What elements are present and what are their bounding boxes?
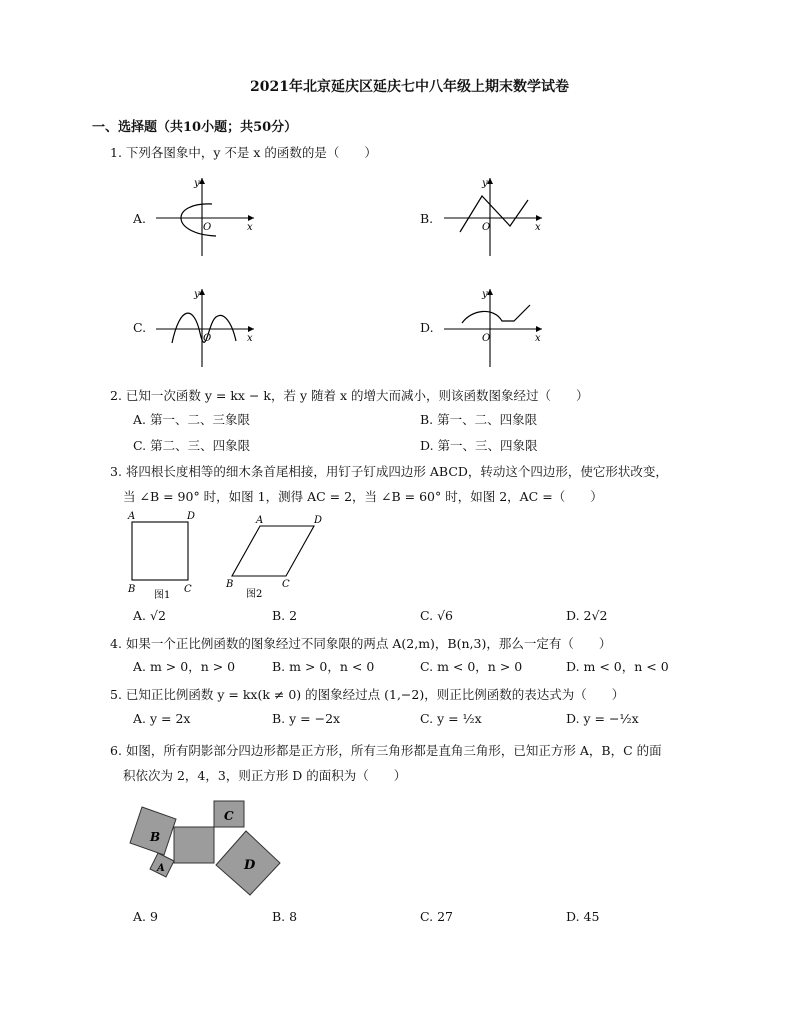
q1d-x-label: x — [535, 333, 541, 344]
q1b-x-label: x — [535, 222, 541, 233]
q4-option-c: C. m < 0，n > 0 — [420, 659, 523, 674]
q2-option-b: B. 第一、二、四象限 — [420, 412, 538, 427]
q3-option-b: B. 2 — [272, 608, 298, 623]
q5-option-b: B. y = −2x — [272, 711, 341, 726]
q6-option-b: B. 8 — [272, 909, 298, 924]
q3-figures — [120, 506, 330, 602]
q5-stem: 5. 已知正比例函数 y = kx(k ≠ 0) 的图象经过点 (1,−2)，则正比例函数的表达式为（ ） — [110, 687, 625, 702]
q1d-origin-label: O — [482, 333, 491, 344]
q1-graph-c — [150, 283, 260, 371]
q5-option-c: C. y = ½x — [420, 711, 482, 726]
q3-fig2-a: A — [256, 515, 264, 526]
q3-fig1-caption: 图1 — [154, 590, 171, 601]
q3-fig2-rhombus — [232, 526, 314, 576]
q6-label-b: B — [150, 830, 161, 844]
q6-label-d: D — [244, 858, 256, 873]
q6-figure — [120, 795, 290, 900]
q3-option-d: D. 2√2 — [566, 608, 608, 623]
page-title: 2021年北京延庆区延庆七中八年级上期末数学试卷 — [250, 79, 569, 95]
q3-fig2-d: D — [314, 515, 323, 526]
q1-option-c-label: C. — [133, 320, 147, 335]
q1-graph-a — [150, 172, 260, 260]
q3-option-a: A. √2 — [133, 608, 166, 623]
q1-option-a-label: A. — [133, 211, 147, 226]
q1c-x-label: x — [247, 333, 253, 344]
q1a-y-label: y — [194, 178, 200, 189]
q1-graph-b — [438, 172, 548, 260]
q2-stem: 2. 已知一次函数 y = kx − k，若 y 随着 x 的增大而减小，则该函数图象经过（ ） — [110, 388, 589, 403]
q6-option-c: C. 27 — [420, 909, 453, 924]
q2-option-a: A. 第一、二、三象限 — [133, 412, 250, 427]
q6-center-square — [174, 827, 214, 863]
q3-fig1-a: A — [128, 511, 136, 522]
q1d-y-label: y — [482, 289, 488, 300]
q1-option-d-label: D. — [420, 320, 434, 335]
q1-graph-d — [438, 283, 548, 371]
q4-stem: 4. 如果一个正比例函数的图象经过不同象限的两点 A(2,m)，B(n,3)，那么一定有（ ） — [110, 636, 612, 651]
section-heading: 一、选择题（共10小题；共50分） — [92, 120, 298, 135]
q3-stem-line2: 当 ∠B = 90° 时，如图 1，测得 AC = 2，当 ∠B = 60° 时，如图 2，AC =（ ） — [123, 489, 603, 504]
q1-option-b-label: B. — [420, 211, 434, 226]
q3-fig1-square — [132, 522, 188, 580]
q1c-origin-label: O — [203, 333, 212, 344]
q1b-y-label: y — [482, 178, 488, 189]
q3-option-c: C. √6 — [420, 608, 453, 623]
q6-option-d: D. 45 — [566, 909, 600, 924]
q5-option-a: A. y = 2x — [133, 711, 191, 726]
q1a-x-label: x — [247, 222, 253, 233]
q4-option-a: A. m > 0，n > 0 — [133, 659, 236, 674]
q1-stem: 1. 下列各图象中，y 不是 x 的函数的是（ ） — [110, 145, 377, 160]
q3-fig1-c: C — [184, 584, 192, 595]
q2-option-c: C. 第二、三、四象限 — [133, 438, 251, 453]
q1a-origin-label: O — [203, 222, 212, 233]
q3-fig1-d: D — [187, 511, 196, 522]
q3-fig1-b: B — [128, 584, 136, 595]
q3-fig2-caption: 图2 — [246, 589, 263, 600]
q6-label-a: A — [157, 863, 165, 874]
q5-option-d: D. y = −½x — [566, 711, 639, 726]
q1b-origin-label: O — [482, 222, 491, 233]
q3-fig2-b: B — [226, 579, 234, 590]
q4-option-d: D. m < 0，n < 0 — [566, 659, 669, 674]
q3-fig2-c: C — [282, 579, 290, 590]
q2-option-d: D. 第一、三、四象限 — [420, 438, 538, 453]
q6-label-c: C — [224, 809, 234, 823]
q6-stem-line1: 6. 如图，所有阴影部分四边形都是正方形，所有三角形都是直角三角形，已知正方形 A，B，C 的面 — [110, 743, 662, 758]
q3-stem-line1: 3. 将四根长度相等的细木条首尾相接，用钉子钉成四边形 ABCD，转动这个四边形，使它形状改变， — [110, 464, 668, 479]
q1c-y-label: y — [194, 289, 200, 300]
q6-option-a: A. 9 — [133, 909, 158, 924]
q4-option-b: B. m > 0，n < 0 — [272, 659, 375, 674]
q6-stem-line2: 积依次为 2，4，3，则正方形 D 的面积为（ ） — [123, 768, 407, 783]
